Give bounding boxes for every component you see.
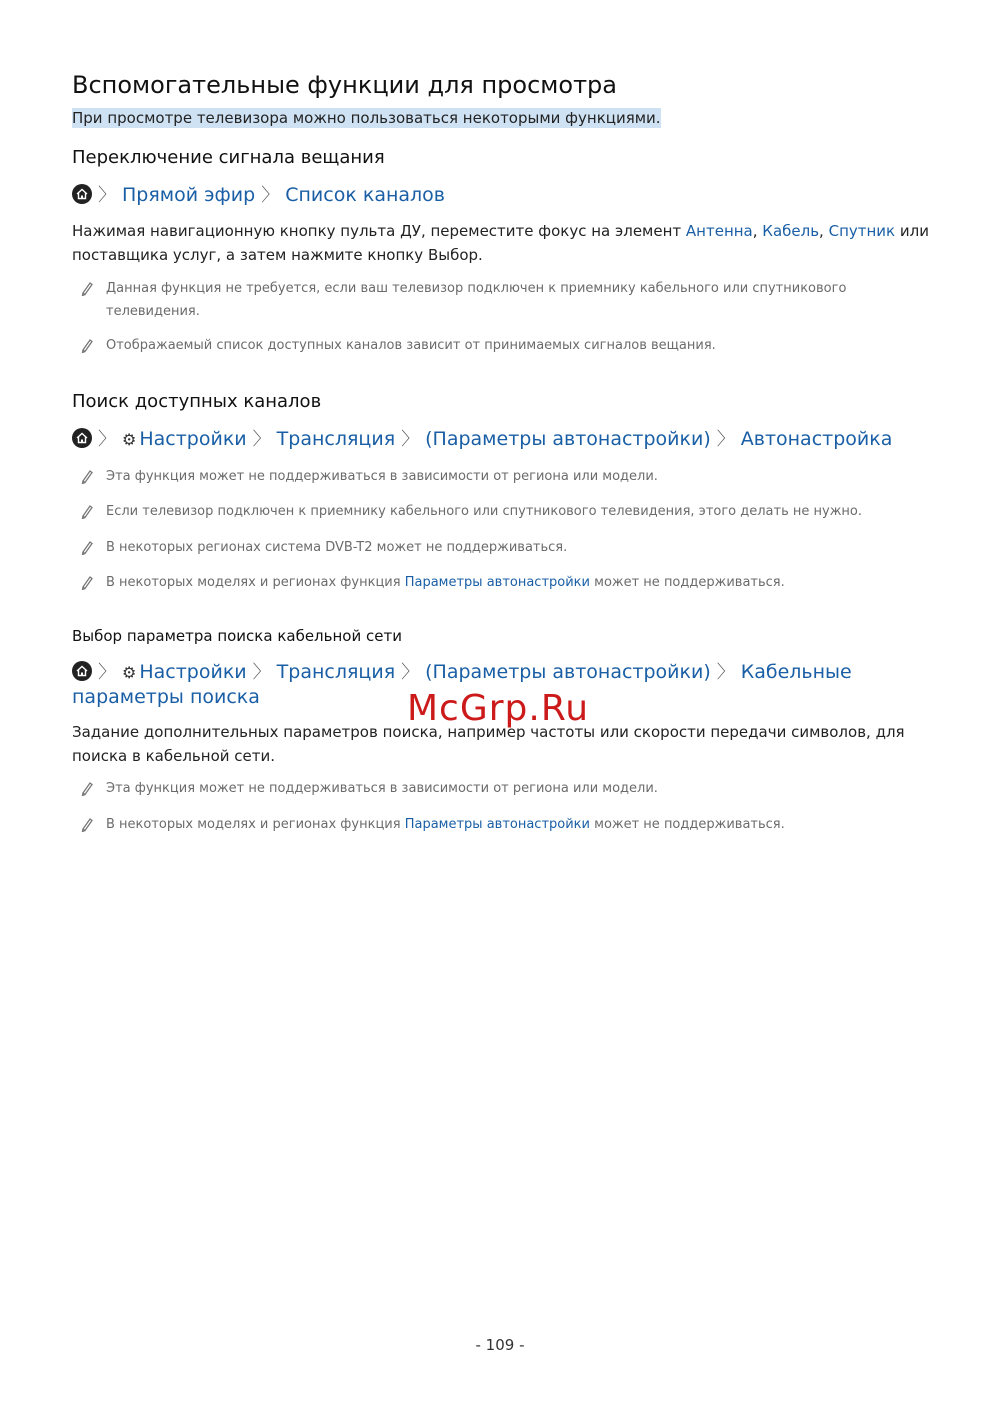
path-link-channel-list[interactable]: Список каналов — [285, 184, 445, 206]
home-icon — [72, 184, 92, 204]
link-auto-tuning-settings[interactable]: Параметры автонастройки — [404, 817, 590, 832]
note-text: В некоторых моделях и регионах функция — [106, 817, 405, 832]
gear-icon: ⚙ — [122, 430, 137, 449]
chevron-right-icon: 〉 — [98, 185, 116, 206]
note-text: Эта функция может не поддерживаться в зависимости от региона или модели. — [106, 781, 658, 796]
chevron-right-icon: 〉 — [98, 429, 116, 450]
note-item — [80, 500, 886, 523]
path-link-cable-search-options[interactable]: Кабельные параметры поиска — [72, 661, 852, 708]
pencil-icon — [80, 337, 94, 353]
pencil-icon — [80, 574, 94, 590]
chevron-right-icon: 〉 — [261, 185, 280, 206]
note-text: Отображаемый список доступных каналов зависит от принимаемых сигналов вещания. — [106, 338, 716, 353]
note-item — [80, 777, 886, 800]
note-text: Данная функция не требуется, если ваш телевизор подключен к приемнику кабельного или спутникового телевидения. — [106, 281, 847, 319]
path-link-settings[interactable]: Настройки — [139, 428, 247, 450]
chevron-right-icon: 〉 — [716, 662, 735, 683]
pencil-icon — [80, 539, 94, 555]
path-link-auto-tuning[interactable]: Автонастройка — [740, 428, 893, 450]
path-link-auto-tuning-settings[interactable]: (Параметры автонастройки) — [425, 661, 711, 683]
body-text-part: или поставщика услуг, а затем нажмите кнопку Выбор. — [72, 222, 929, 264]
note-text: Если телевизор подключен к приемнику кабельного или спутникового телевидения, этого делать не нужно. — [106, 504, 863, 519]
chevron-right-icon: 〉 — [252, 429, 271, 450]
note-text: может не поддерживаться. — [590, 575, 785, 590]
body-text-part: Нажимая навигационную кнопку пульта ДУ, переместите фокус на элемент — [72, 222, 686, 240]
section-heading-channel-search: Поиск доступных каналов — [72, 391, 322, 412]
note-text: В некоторых регионах система DVB-T2 может не поддерживаться. — [106, 540, 568, 555]
note-text: Эта функция может не поддерживаться в зависимости от региона или модели. — [106, 469, 658, 484]
section3-body: Задание дополнительных параметров поиска, например частоты или скорости передачи символов, для поиска в кабельной сети. — [72, 723, 905, 765]
link-antenna[interactable]: Антенна — [685, 222, 753, 240]
chevron-right-icon: 〉 — [252, 662, 271, 683]
section-heading-cable-search: Выбор параметра поиска кабельной сети — [72, 627, 402, 645]
note-item — [80, 334, 886, 357]
path-link-live-tv[interactable]: Прямой эфир — [122, 184, 256, 206]
intro-text: При просмотре телевизора можно пользоваться некоторыми функциями. — [72, 109, 661, 127]
home-icon — [72, 661, 92, 681]
pencil-icon — [80, 816, 94, 832]
chevron-right-icon: 〉 — [98, 662, 116, 683]
note-item — [80, 277, 886, 323]
path-link-settings[interactable]: Настройки — [139, 661, 247, 683]
section1-body — [72, 219, 942, 267]
path-link-broadcasting[interactable]: Трансляция — [276, 661, 396, 683]
menu-path-live-tv — [72, 183, 942, 208]
home-icon — [72, 428, 92, 448]
section-heading-broadcast-signal: Переключение сигнала вещания — [72, 147, 385, 168]
gear-icon: ⚙ — [122, 663, 137, 682]
body-text-part: , — [819, 222, 829, 240]
chevron-right-icon: 〉 — [716, 429, 735, 450]
note-item — [80, 536, 886, 559]
path-link-auto-tuning-settings[interactable]: (Параметры автонастройки) — [425, 428, 711, 450]
note-item — [80, 465, 886, 488]
pencil-icon — [80, 468, 94, 484]
chevron-right-icon: 〉 — [401, 429, 420, 450]
pencil-icon — [80, 503, 94, 519]
note-item — [80, 571, 886, 594]
note-text: В некоторых моделях и регионах функция — [106, 575, 405, 590]
link-cable[interactable]: Кабель — [762, 222, 820, 240]
page-number: - 109 - — [475, 1336, 525, 1354]
pencil-icon — [80, 780, 94, 796]
pencil-icon — [80, 280, 94, 296]
chevron-right-icon: 〉 — [401, 662, 420, 683]
body-text-part: , — [752, 222, 763, 240]
page-title: Вспомогательные функции для просмотра — [72, 71, 617, 99]
watermark: McGrp.Ru — [407, 688, 590, 729]
note-text: может не поддерживаться. — [590, 817, 785, 832]
note-item — [80, 813, 886, 836]
link-auto-tuning-settings[interactable]: Параметры автонастройки — [404, 575, 590, 590]
link-satellite[interactable]: Спутник — [828, 222, 896, 240]
path-link-broadcasting[interactable]: Трансляция — [276, 428, 396, 450]
menu-path-auto-tuning — [72, 427, 942, 452]
